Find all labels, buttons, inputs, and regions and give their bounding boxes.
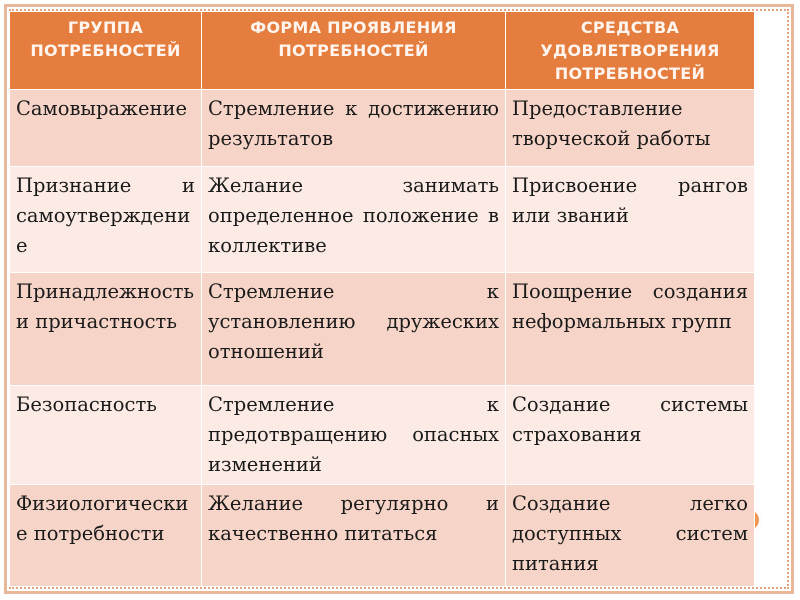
cell-form: Желание занимать определенное положение в коллективе [202, 167, 506, 273]
table-row [10, 167, 755, 273]
cell-group: Безопасность [10, 386, 202, 485]
cell-group: Физиологические потребности [10, 485, 202, 587]
cell-form: Стремление к установлению дружеских отношений [202, 273, 506, 386]
header-needs-form: ФОРМА ПРОЯВЛЕНИЯ ПОТРЕБНОСТЕЙ [202, 12, 506, 90]
cell-form: Стремление к достижению результатов [202, 90, 506, 167]
cell-means: Присвоение рангов или званий [506, 167, 755, 273]
cell-group: Принадлежность и причастность [10, 273, 202, 386]
table-header-row [10, 12, 755, 90]
cell-group: Признание и самоутверждение [10, 167, 202, 273]
cell-means: Поощрение создания неформальных групп [506, 273, 755, 386]
table-row [10, 90, 755, 167]
table-row [10, 273, 755, 386]
table-row [10, 386, 755, 485]
needs-table [9, 11, 755, 587]
cell-means: Создание системы страхования [506, 386, 755, 485]
cell-means: Предоставление творческой работы [506, 90, 755, 167]
header-needs-group: ГРУППА ПОТРЕБНОСТЕЙ [10, 12, 202, 90]
table-row [10, 485, 755, 587]
cell-form: Стремление к предотвращению опасных изменений [202, 386, 506, 485]
cell-form: Желание регулярно и качественно питаться [202, 485, 506, 587]
cell-group: Самовыражение [10, 90, 202, 167]
cell-means: Создание легко доступных систем питания [506, 485, 755, 587]
header-needs-means: СРЕДСТВА УДОВЛЕТВОРЕНИЯ ПОТРЕБНОСТЕЙ [506, 12, 755, 90]
